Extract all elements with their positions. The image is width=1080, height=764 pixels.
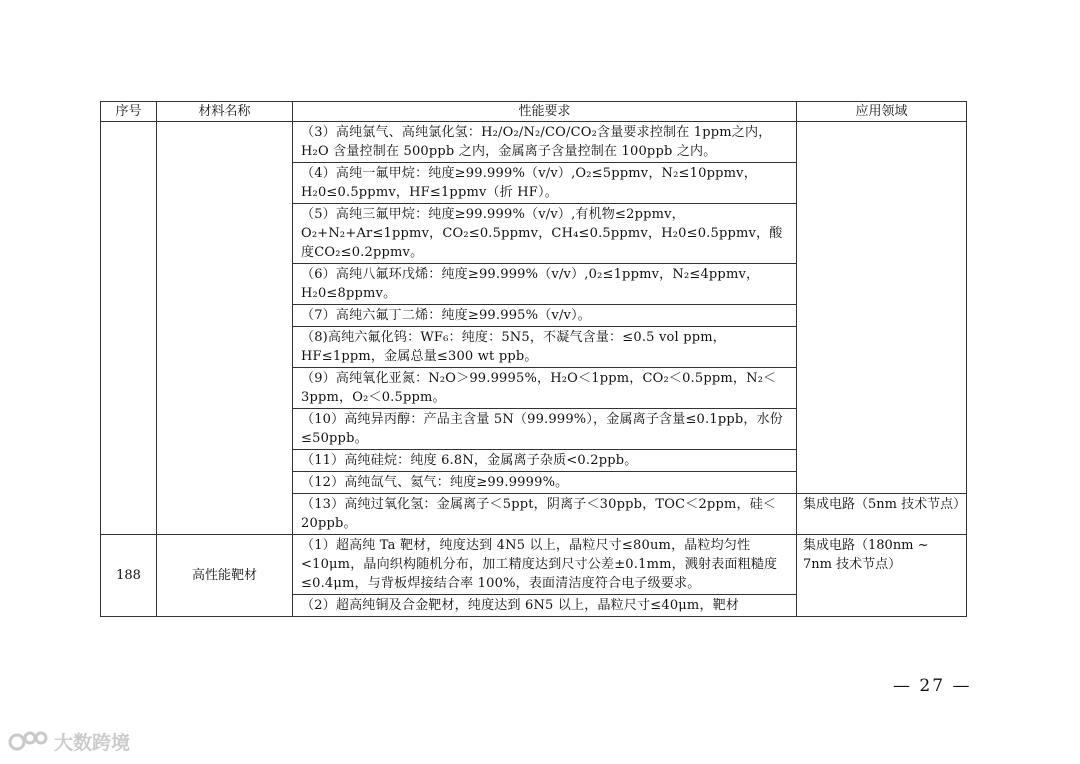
prev-no-cell [101,122,157,535]
col-header-application: 应用领域 [797,102,967,122]
requirement-cell: （12）高纯氙气、氦气：纯度≥99.9999%。 [293,472,797,494]
requirement-cell: （6）高纯八氟环戊烯：纯度≥99.999%（v/v）,0₂≤1ppmv，N₂≤4ppmv，H₂0≤8ppmv。 [293,264,797,305]
prev-application-empty [797,122,967,494]
requirement-cell: （8)高纯六氟化钨：WF₆：纯度：5N5，不凝气含量：≤0.5 vol ppm，HF≤1ppm，金属总量≤300 wt ppb。 [293,327,797,368]
application-cell: 集成电路（180nm ~ 7nm 技术节点） [797,535,967,617]
requirement-cell: （13）高纯过氧化氢：金属离子＜5ppt，阴离子＜30ppb，TOC＜2ppm，硅＜20ppb。 [293,494,797,535]
material-name-cell: 高性能靶材 [157,535,293,617]
requirement-cell: （9）高纯氧化亚氮：N₂O＞99.9995%，H₂O＜1ppm，CO₂＜0.5ppm，N₂＜3ppm，O₂＜0.5ppm。 [293,368,797,409]
col-header-requirement: 性能要求 [293,102,797,122]
requirement-cell: （10）高纯异丙醇：产品主含量 5N（99.999%），金属离子含量≤0.1ppb，水份≤50ppb。 [293,409,797,450]
requirement-cell: （1）超高纯 Ta 靶材，纯度达到 4N5 以上，晶粒尺寸≤80um，晶粒均匀性<10μm，晶向织构随机分布，加工精度达到尺寸公差±0.1mm，溅射表面粗糙度≤0.4μm，与背板焊接结合率 100%，表面清洁度符合电子级要求。 [293,535,797,595]
col-header-no: 序号 [101,102,157,122]
table-row [101,122,967,163]
requirement-cell: （3）高纯氯气、高纯氯化氢：H₂/O₂/N₂/CO/CO₂含量要求控制在 1ppm之内，H₂O 含量控制在 500ppb 之内，金属离子含量控制在 100ppb 之内。 [293,122,797,163]
col-header-material: 材料名称 [157,102,293,122]
table-header-row [101,102,967,122]
prev-name-cell [157,122,293,535]
application-cell: 集成电路（5nm 技术节点） [797,494,967,535]
requirement-cell: （4）高纯一氟甲烷：纯度≥99.999%（v/v）,O₂≤5ppmv，N₂≤10ppmv，H₂0≤0.5ppmv，HF≤1ppmv（折 HF）。 [293,163,797,204]
item-number-cell: 188 [101,535,157,617]
requirement-cell: （2）超高纯铜及合金靶材，纯度达到 6N5 以上，晶粒尺寸≤40μm，靶材 [293,595,797,617]
table-row [101,535,967,595]
watermark [8,728,130,754]
watermark-logo-icon [8,729,48,753]
watermark-text: 大数跨境 [54,731,131,754]
requirement-cell: （11）高纯硅烷：纯度 6.8N，金属离子杂质<0.2ppb。 [293,450,797,472]
requirement-cell: （5）高纯三氟甲烷：纯度≥99.999%（v/v）,有机物≤2ppmv，O₂+N₂+Ar≤1ppmv，CO₂≤0.5ppmv，CH₄≤0.5ppmv，H₂0≤0.5ppmv，酸度CO₂≤0.2ppmv。 [293,204,797,264]
spec-table [100,101,967,617]
requirement-cell: （7）高纯六氟丁二烯：纯度≥99.995%（v/v）。 [293,305,797,327]
page-number: — 27 — [893,676,972,696]
